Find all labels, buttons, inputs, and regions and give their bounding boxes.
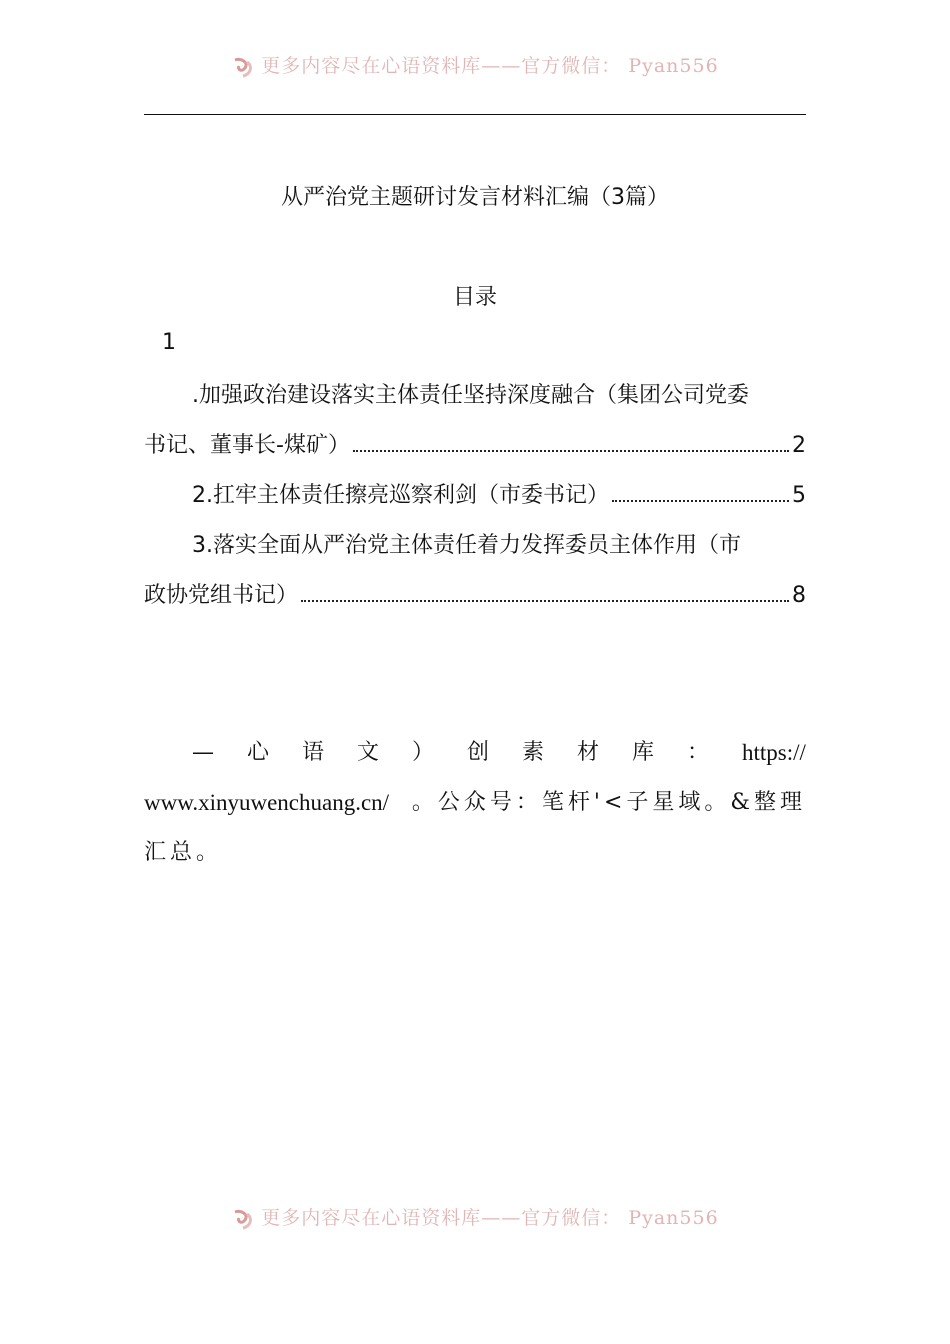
footer-watermark [0,1206,950,1234]
toc-entry-1-text-1: .加强政治建设落实主体责任坚持深度融合（集团公司党委 [192,383,749,408]
document-title: 从严治党主题研讨发言材料汇编（3篇） [281,185,669,210]
toc-entry-3-line-2[interactable] [144,580,806,630]
toc-entry-2-text-1: 2.扛牢主体责任擦亮巡察利剑（市委书记） [192,483,609,508]
source-note-line-3: 汇总。 [144,840,223,865]
toc-leader-dots [301,599,789,602]
toc-leader-dots [612,499,789,502]
note-char: 素 [521,740,544,765]
note-wechat-text: 。公众号：笔杆'<子星域。&整理 [411,790,806,815]
note-dash: — [192,740,214,765]
source-note [144,728,806,878]
header-watermark [0,54,950,82]
toc-entry-3-line-1[interactable] [144,530,806,580]
note-char: 材 [576,740,599,765]
toc-entry-1-line-1[interactable] [144,380,806,430]
toc-entry-2-line-1[interactable] [144,480,806,530]
toc-entry-3-page: 8 [792,583,806,608]
note-char: 心 [246,740,269,765]
toc-entry-2-page: 5 [792,483,806,508]
note-char: 语 [301,740,324,765]
header-rule [144,114,806,115]
toc-entry-3-text-2: 政协党组书记） [144,583,299,608]
toc-entry-1-text-2: 书记、董事长-煤矿） [144,433,350,458]
toc-entry-1-page: 2 [792,433,806,458]
watermark-logo-icon [231,56,257,78]
watermark-text: 更多内容尽在心语资料库——官方微信： Pyan556 [261,1207,719,1229]
note-char: 库 [631,740,654,765]
source-note-line-1 [144,728,806,778]
watermark-text: 更多内容尽在心语资料库——官方微信： Pyan556 [261,55,719,77]
toc-entry-1-line-2[interactable] [144,430,806,480]
toc-heading: 目录 [452,285,497,310]
toc-number-one: 1 [162,330,176,355]
note-url-part-2[interactable]: www.xinyuwenchuang.cn/ [144,790,390,815]
source-note-line-2 [144,778,806,828]
toc-entry-3-text-1: 3.落实全面从严治党主体责任着力发挥委员主体作用（市 [192,533,741,558]
note-char: ： [686,740,709,765]
watermark-logo-icon [231,1208,257,1230]
table-of-contents [144,380,806,630]
note-char: 创 [466,740,489,765]
note-url-part-1[interactable]: https:// [741,740,806,765]
note-char: ） [411,740,434,765]
toc-leader-dots [353,449,789,452]
note-char: 文 [356,740,379,765]
